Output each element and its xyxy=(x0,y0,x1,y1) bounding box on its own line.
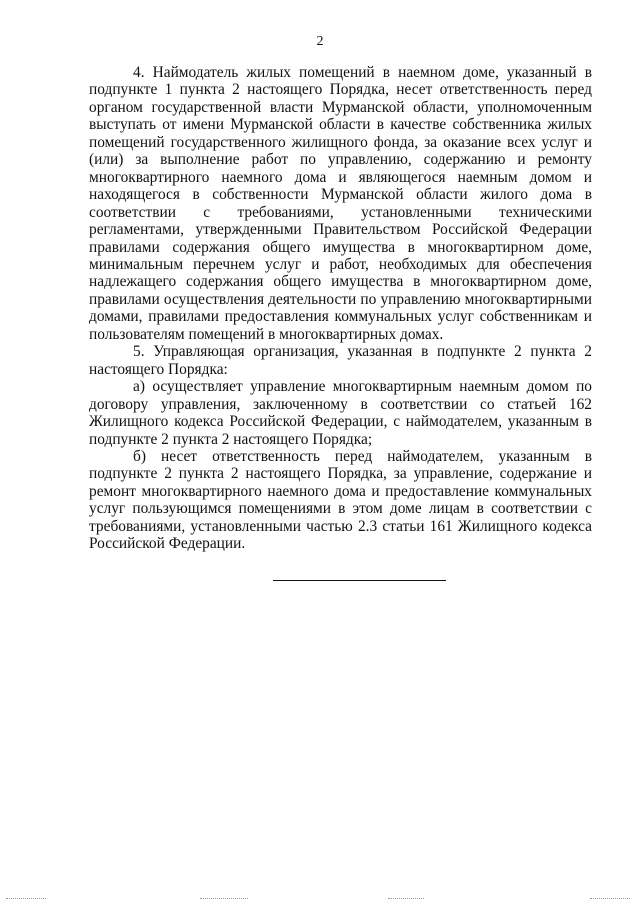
paragraph-5b-responsibility: б) несет ответственность перед наймодателем, указанным в подпункте 2 пункта 2 настоящего Порядка, за управление, содержание и ремонт многоквартирного наемного дома и предоставление коммунальных услуг пользующимся помещениями в этом доме лицам в соответствии с требованиями, установленными частью 2.3 статьи 161 Жилищного кодекса Российской Федерации. xyxy=(89,447,592,553)
paragraph-5-managing-organization: 5. Управляющая организация, указанная в подпункте 2 пункта 2 настоящего Порядка: xyxy=(89,343,592,378)
end-of-text-divider xyxy=(273,580,446,581)
document-body xyxy=(89,64,592,553)
paragraph-4-landlord-responsibility: 4. Наймодатель жилых помещений в наемном доме, указанный в подпункте 1 пункта 2 настоящего Порядка, несет ответственность перед органом государственной власти Мурманской области, уполномоченным выступать от имени Мурманской области в качестве собственника жилых помещений государственного жилищного фонда, за оказание всех услуг и (или) за выполнение работ по управлению, содержанию и ремонту многоквартирного наемного дома и являющегося наемным домом и находящегося в собственности Мурманской области жилого дома в соответствии с требованиями, установленными техническими регламентами, утвержденными Правительством Российской Федерации правилами содержания общего имущества в многоквартирном доме, минимальным перечнем услуг и работ, необходимых для обеспечения надлежащего содержания общего имущества в многоквартирном доме, правилами осуществления деятельности по управлению многоквартирными домами, правилами предоставления коммунальных услуг собственникам и пользователям помещений в многоквартирных домах. xyxy=(89,64,592,343)
paragraph-5a-management-contract: а) осуществляет управление многоквартирным наемным домом по договору управления, заключенному в соответствии со статьей 162 Жилищного кодекса Российской Федерации, с наймодателем, указанным в подпункте 2 пункта 2 настоящего Порядка; xyxy=(89,378,592,448)
scan-edge-marks xyxy=(0,896,640,905)
page-number: 2 xyxy=(316,34,324,49)
